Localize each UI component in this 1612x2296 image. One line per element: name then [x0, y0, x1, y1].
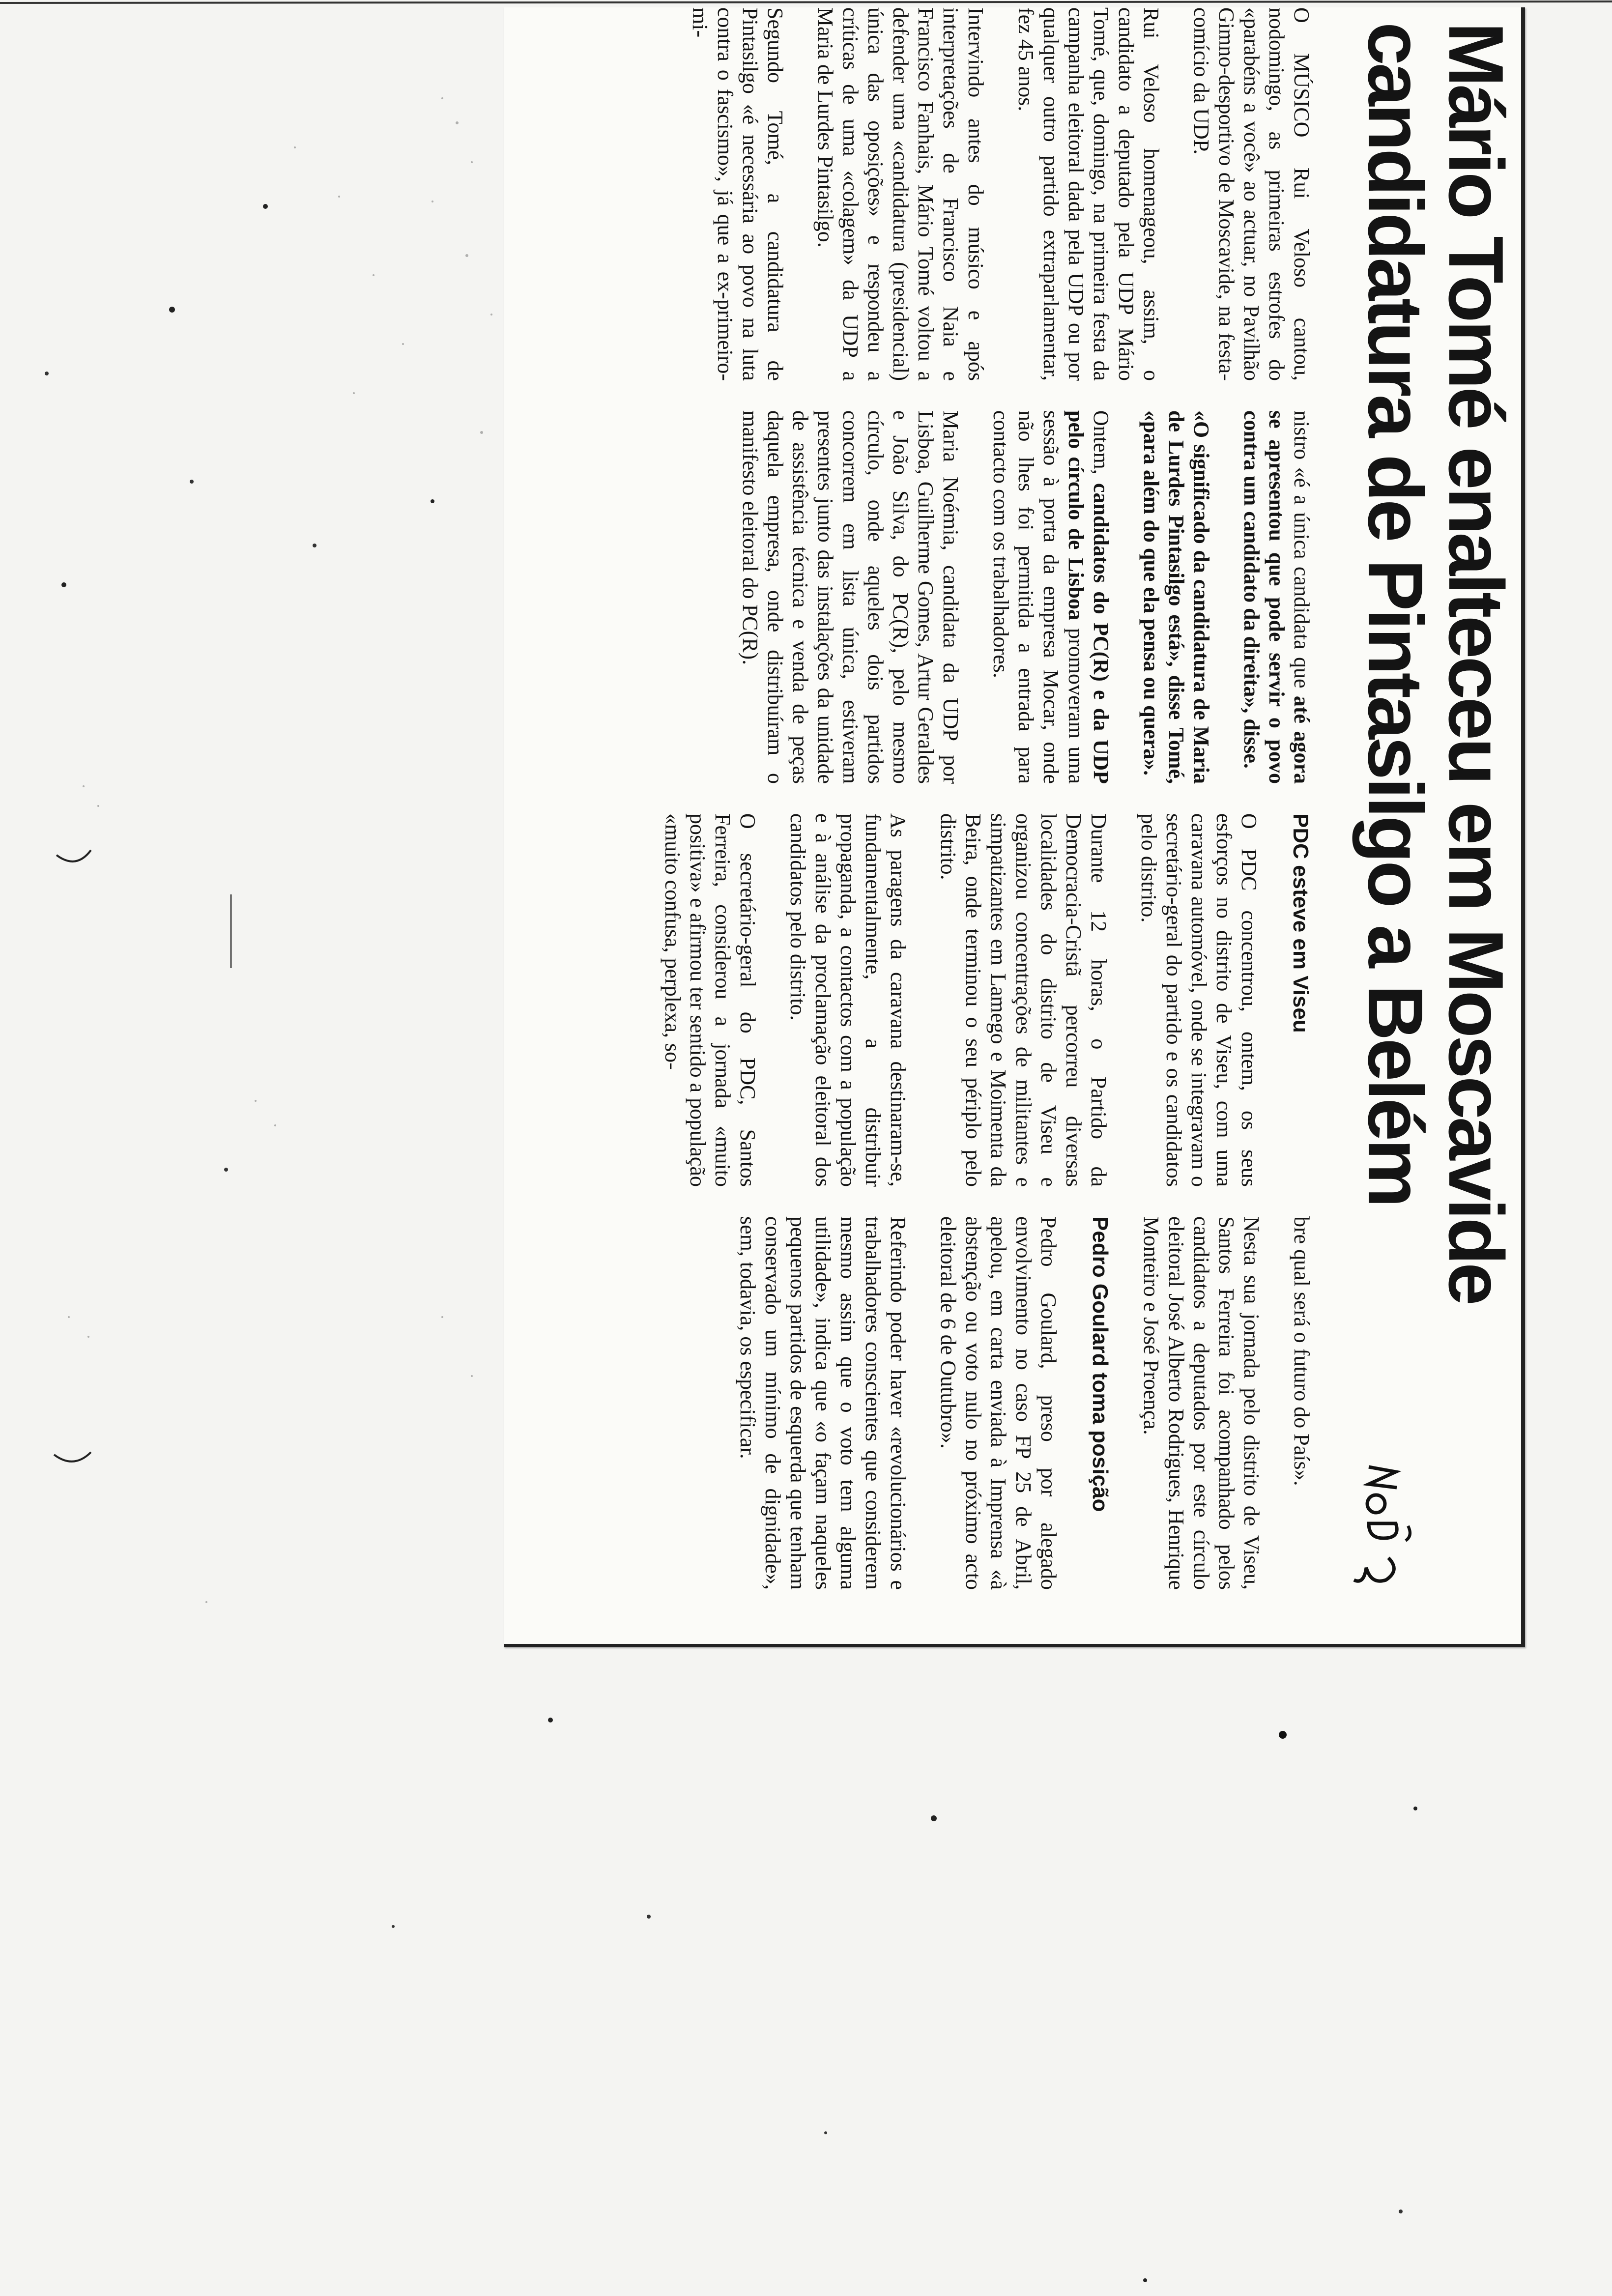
- paragraph: [1239, 410, 1314, 784]
- paragraph: [988, 410, 1114, 784]
- paragraph: Durante 12 horas, o Partido da Democracia-Cristã percorreu diversas localidades do distrito de Viseu e organizou concentrações de militantes e simpatizantes em Lamego e Moimenta da Beira, onde terminou o seu périplo pelo distrito.: [936, 813, 1111, 1187]
- paragraph: Intervindo antes do músico e após interpretações de Francisco Naia e Francisco Fanhais, Mário Tomé voltou a defender uma «candidatura (presidencial) única das oposições» e respondeu a críticas de uma «colagem» da UDP a Maria de Lurdes Pintasilgo.: [813, 7, 988, 381]
- bold-paragraph: «O significado da candidatura de Maria de Lurdes Pintasilgo está», disse Tomé, «para além do que ela pensa ou quera».: [1139, 410, 1213, 784]
- paragraph: Maria Noémia, candidata da UDP por Lisboa, Guilherme Gomes, Artur Geraldes e João Silva, do PC(R), pelo mesmo círculo, onde aqueles dois partidos concorrem em lista única, estiveram presentes junto das instalações da unidade de assistência técnica e venda de peças daquela empresa, onde distribuíram o manifesto eleitoral do PC(R).: [738, 410, 963, 784]
- handwritten-note: [1352, 1457, 1415, 1605]
- paragraph: Nesta sua jornada pelo distrito de Viseu, Santos Ferreira foi acompanhado pelos candidatos a deputados por este círculo eleitoral José Alberto Rodrigues, Henrique Monteiro e José Proença.: [1139, 1216, 1264, 1590]
- bold-run: até agora se apresentou que pode servir o povo contra um candidato da direita», disse.: [1239, 410, 1314, 784]
- column-1: [523, 7, 1339, 381]
- newspaper-clipping: [504, 7, 1525, 1647]
- headline-line-2: candidatura de Pintasilgo a Belém: [1352, 22, 1439, 1205]
- subheading: PDC esteve em Viseu: [1289, 813, 1313, 1033]
- paragraph: Segundo Tomé, a candidatura de Pintasilgo «é necessária ao povo na luta contra o fascismo», já que a ex-primeiro-mi-: [688, 7, 787, 381]
- subheading: Pedro Goulard toma posição: [1088, 1216, 1112, 1512]
- paragraph: Rui Veloso homenageou, assim, o candidato a deputado pela UDP Mário Tomé, que, domingo, na primeira festa da campanha eleitoral dada pela UDP ou por qualquer outro partido extraparlamentar, fez 45 anos.: [1014, 7, 1163, 381]
- paragraph: bre qual será o futuro do País».: [1290, 1216, 1314, 1486]
- column-3: [523, 813, 1339, 1187]
- text-run: nistro «é a única candidata que: [1290, 410, 1314, 696]
- column-4: [523, 1216, 1339, 1590]
- bold-run: candidatos do PC(R) e da UDP pelo círculo de Lisboa: [1064, 410, 1113, 784]
- text-run: Ontem,: [1089, 410, 1113, 484]
- paragraph: O PDC concentrou, ontem, os seus esforços no distrito de Viseu, com uma caravana automóvel, onde se integravam o secretário-geral do partido e os candidatos pelo distrito.: [1137, 813, 1261, 1187]
- paragraph: As paragens da caravana destinaram-se, fundamentalmente, a distribuir propaganda, a contactos com a população e à análise da proclamação eleitoral dos candidatos pelo distrito.: [786, 813, 910, 1187]
- paragraph: O MÚSICO Rui Veloso cantou, nodomingo, as primeiras estrofes do «parabéns a você» ao actuar, no Pavilhão Gimno-desportivo de Moscavide, na festa-comício da UDP.: [1189, 7, 1314, 381]
- headline: [1352, 22, 1519, 1605]
- headline-line-1: Mário Tomé enalteceu em Moscavide: [1433, 22, 1519, 1303]
- paragraph: O secretário-geral do PDC, Santos Ferreira, considerou a jornada «muito positiva» e afirmou ter sentido a população «muito confusa, perplexa, so-: [661, 813, 760, 1187]
- clipping-content: [504, 7, 1519, 1639]
- column-2: [523, 410, 1339, 784]
- text-run: promoveram uma sessão à porta da empresa Mocar, onde não lhes foi permitida a entrada para contacto com os trabalhadores.: [989, 410, 1088, 784]
- paragraph: Referindo poder haver «revolucionários e trabalhadores conscientes que considerem mesmo assim que o voto tem alguma utilidade», indica que «o façam naqueles pequenos partidos de esquerda que tenham conservado um mínimo de dignidade», sem, todavia, os especificar.: [736, 1216, 910, 1590]
- paragraph: Pedro Goulard, preso por alegado envolvimento no caso FP 25 de Abril, apelou, em carta enviada à Imprensa «à abstenção ou voto nulo no próximo acto eleitoral de 6 de Outubro».: [936, 1216, 1061, 1590]
